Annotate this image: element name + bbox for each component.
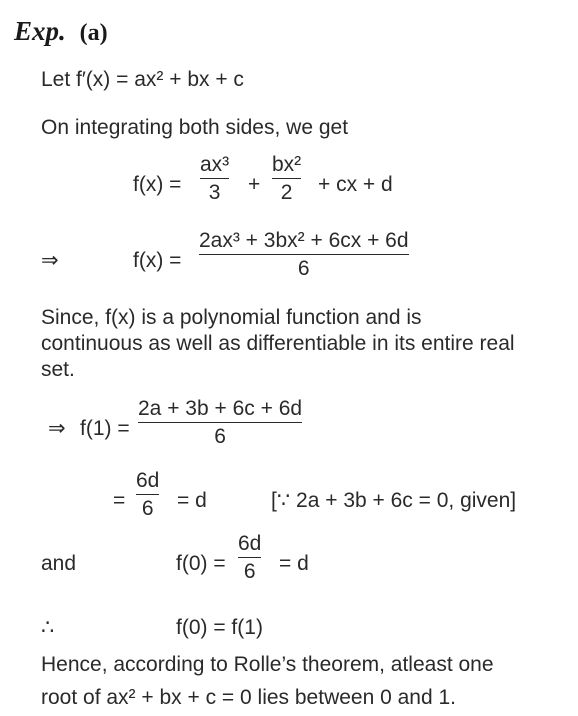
and-word: and (41, 552, 77, 575)
since-line-3: set. (41, 358, 75, 381)
step3-denominator: 6 (214, 425, 226, 448)
since-line-1 (41, 305, 571, 331)
conclusion-line-2: root of ax² + bx + c = 0 lies between 0 and 1. (41, 686, 457, 709)
heading-label: Exp. (14, 16, 66, 46)
step5-lhs: f(0) = (176, 552, 226, 575)
since-paragraph (41, 305, 571, 383)
fraction-bar (138, 422, 302, 423)
step1-rest: + cx + d (318, 173, 393, 196)
step5-fraction (238, 533, 261, 582)
step3-fraction (138, 398, 302, 447)
fraction-bar (200, 178, 229, 179)
step4-note: [∵ 2a + 3b + 6c = 0, given] (271, 489, 517, 512)
step1-lhs: f(x) = (133, 173, 182, 196)
step5-numerator: 6d (238, 532, 262, 555)
step5-rhs: = d (279, 552, 309, 575)
step5-denominator: 6 (243, 560, 256, 583)
step4-equals: = (113, 489, 126, 512)
since-line-2: continuous as well as differentiable in its entire real (41, 332, 515, 355)
step4-rhs: = d (177, 489, 207, 512)
fraction-bar (272, 178, 301, 179)
let-line: Let f′(x) = ax² + bx + c (41, 68, 244, 91)
step4-fraction (136, 470, 159, 519)
since-line-1-text: Since, f(x) is a polynomial function and is (41, 306, 422, 329)
step1-fraction-b (272, 154, 301, 203)
step1-fraction-b-denominator: 2 (280, 181, 293, 204)
conclusion-line-1: Hence, according to Rolle’s theorem, atleast one (41, 653, 494, 676)
step3-lhs: f(1) = (80, 417, 130, 440)
solution-heading (14, 18, 108, 45)
step2-numerator: 2ax³ + 3bx² + 6cx + 6d (199, 229, 409, 252)
step1-plus: + (248, 173, 261, 196)
step4-numerator: 6d (136, 469, 160, 492)
heading-option: (a) (79, 20, 108, 46)
step2-denominator: 6 (297, 257, 310, 280)
step2-fraction (199, 230, 409, 279)
step3-numerator: 2a + 3b + 6c + 6d (138, 397, 303, 420)
step1-fraction-b-numerator: bx² (272, 153, 302, 176)
fraction-bar (136, 494, 159, 495)
integrating-line: On integrating both sides, we get (41, 116, 349, 139)
fraction-bar (199, 254, 409, 255)
step1-fraction-a-denominator: 3 (208, 181, 221, 204)
therefore-symbol: ∴ (41, 616, 55, 639)
implies-arrow: ⇒ (41, 249, 59, 272)
step6-text: f(0) = f(1) (176, 616, 263, 639)
step4-denominator: 6 (141, 497, 154, 520)
step2-lhs: f(x) = (133, 249, 182, 272)
step1-fraction-a (200, 154, 229, 203)
implies-arrow: ⇒ (48, 417, 66, 440)
step1-fraction-a-numerator: ax³ (200, 153, 230, 176)
fraction-bar (238, 557, 261, 558)
